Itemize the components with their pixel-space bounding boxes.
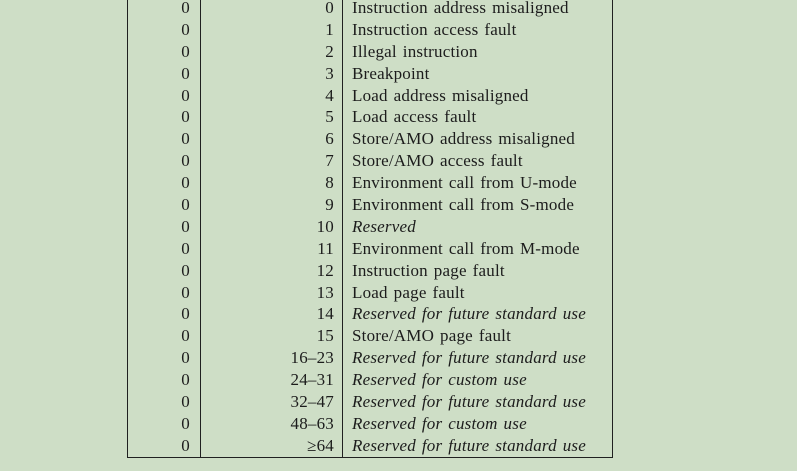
- table-row: [128, 413, 613, 435]
- description-cell: Reserved for custom use: [352, 370, 527, 390]
- description-cell: Load page fault: [352, 282, 465, 302]
- table-row: [128, 391, 613, 413]
- description-cell: Store/AMO access fault: [352, 151, 523, 171]
- interrupt-cell: 0: [128, 85, 201, 107]
- table-row: [128, 238, 613, 260]
- description-cell: Reserved for future standard use: [352, 435, 586, 455]
- code-cell: 7: [201, 150, 343, 172]
- code-cell: 9: [201, 194, 343, 216]
- description-cell: Instruction address misaligned: [352, 0, 569, 17]
- code-cell: 1: [201, 19, 343, 41]
- description-cell: Illegal instruction: [352, 41, 478, 61]
- table-row: [128, 194, 613, 216]
- table-row: [128, 282, 613, 304]
- interrupt-cell: 0: [128, 172, 201, 194]
- interrupt-cell: 0: [128, 325, 201, 347]
- exception-code-table: [127, 0, 613, 458]
- code-cell: 3: [201, 63, 343, 85]
- interrupt-cell: 0: [128, 0, 201, 19]
- interrupt-cell: 0: [128, 413, 201, 435]
- table-row: [128, 172, 613, 194]
- code-cell: 12: [201, 260, 343, 282]
- code-cell: 13: [201, 282, 343, 304]
- table-row: [128, 19, 613, 41]
- table-row: [128, 260, 613, 282]
- interrupt-cell: 0: [128, 435, 201, 458]
- description-cell: Reserved for custom use: [352, 413, 527, 433]
- code-cell: 32–47: [201, 391, 343, 413]
- description-cell: Instruction access fault: [352, 19, 517, 39]
- interrupt-cell: 0: [128, 63, 201, 85]
- table-row: [128, 216, 613, 238]
- interrupt-cell: 0: [128, 128, 201, 150]
- table-row: [128, 303, 613, 325]
- table-row: [128, 41, 613, 63]
- table-body: [128, 0, 613, 458]
- table-row: [128, 128, 613, 150]
- code-cell: 6: [201, 128, 343, 150]
- description-cell: Store/AMO page fault: [352, 326, 512, 346]
- interrupt-cell: 0: [128, 260, 201, 282]
- table-row: [128, 106, 613, 128]
- code-cell: 48–63: [201, 413, 343, 435]
- interrupt-cell: 0: [128, 150, 201, 172]
- code-cell: 11: [201, 238, 343, 260]
- code-cell: 5: [201, 106, 343, 128]
- interrupt-cell: 0: [128, 369, 201, 391]
- interrupt-cell: 0: [128, 19, 201, 41]
- code-cell: 15: [201, 325, 343, 347]
- description-cell: Reserved: [352, 216, 416, 236]
- code-cell: 4: [201, 85, 343, 107]
- code-cell: ≥64: [201, 435, 343, 458]
- interrupt-cell: 0: [128, 391, 201, 413]
- interrupt-cell: 0: [128, 282, 201, 304]
- table-row: [128, 0, 613, 19]
- description-cell: Reserved for future standard use: [352, 304, 586, 324]
- table-row: [128, 150, 613, 172]
- description-cell: Load access fault: [352, 107, 477, 127]
- description-cell: Environment call from S-mode: [352, 194, 575, 214]
- interrupt-cell: 0: [128, 194, 201, 216]
- table-row: [128, 63, 613, 85]
- table-row: [128, 347, 613, 369]
- description-cell: Environment call from M-mode: [352, 238, 580, 258]
- description-cell: Load address misaligned: [352, 85, 529, 105]
- description-cell: Instruction page fault: [352, 260, 505, 280]
- code-cell: 8: [201, 172, 343, 194]
- description-cell: Reserved for future standard use: [352, 391, 586, 411]
- interrupt-cell: 0: [128, 238, 201, 260]
- code-cell: 10: [201, 216, 343, 238]
- code-cell: 14: [201, 303, 343, 325]
- interrupt-cell: 0: [128, 41, 201, 63]
- interrupt-cell: 0: [128, 303, 201, 325]
- description-cell: Breakpoint: [352, 63, 430, 83]
- table-row: [128, 85, 613, 107]
- description-cell: Store/AMO address misaligned: [352, 129, 575, 149]
- code-cell: 16–23: [201, 347, 343, 369]
- code-cell: 24–31: [201, 369, 343, 391]
- description-cell: Environment call from U-mode: [352, 173, 577, 193]
- table-row: [128, 435, 613, 458]
- code-cell: 0: [201, 0, 343, 19]
- code-cell: 2: [201, 41, 343, 63]
- interrupt-cell: 0: [128, 216, 201, 238]
- interrupt-cell: 0: [128, 106, 201, 128]
- interrupt-cell: 0: [128, 347, 201, 369]
- description-cell: Reserved for future standard use: [352, 348, 586, 368]
- table-row: [128, 325, 613, 347]
- table-row: [128, 369, 613, 391]
